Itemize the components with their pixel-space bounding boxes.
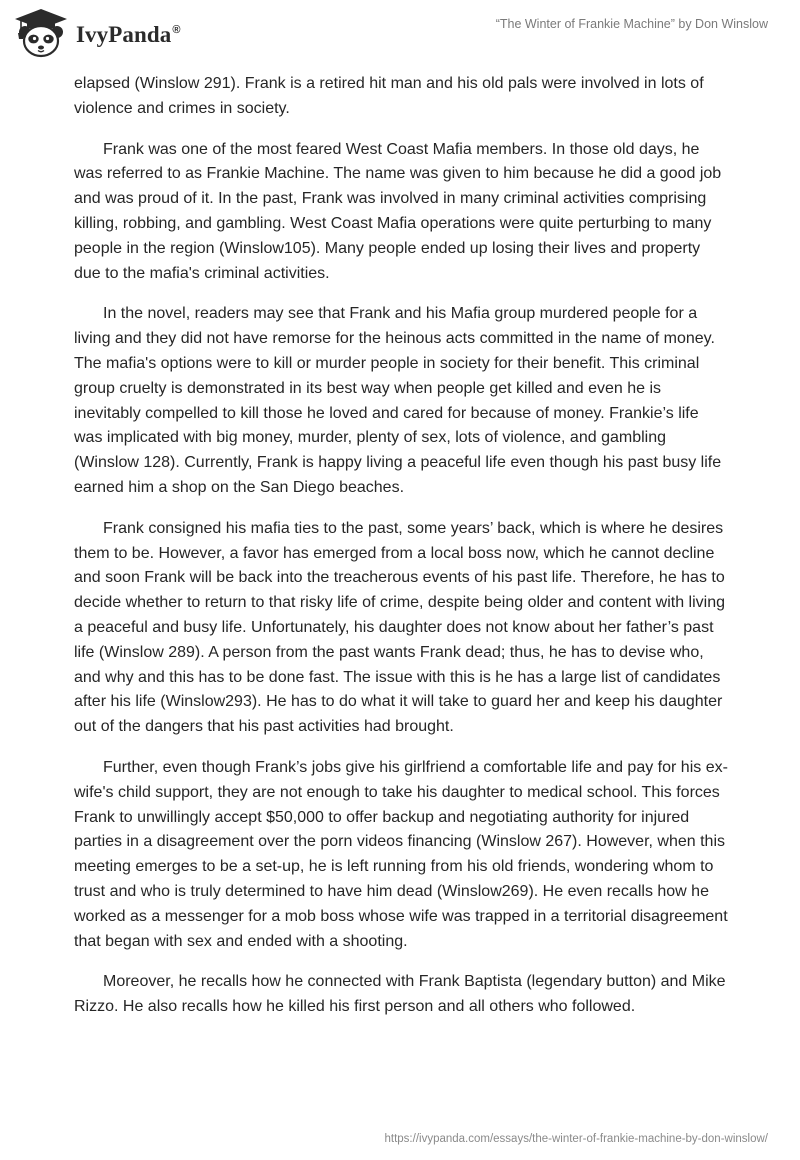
source-url[interactable]: https://ivypanda.com/essays/the-winter-of-frankie-machine-by-don-winslow/ bbox=[384, 1133, 768, 1145]
paragraph: Moreover, he recalls how he connected with Frank Baptista (legendary button) and Mike Rizzo. He also recalls how he killed his first person and all others who followed. bbox=[74, 973, 726, 1016]
paragraph: In the novel, readers may see that Frank and his Mafia group murdered people for a living and they did not have remorse for the heinous acts committed in the name of money. The mafia's options were to kill or murder people in society for their benefit. This criminal group cruelty is demonstrated in its best way when people get killed and even he is inevitably compelled to kill those he loved and cared for because of money. Frankie’s life was implicated with big money, murder, plenty of sex, lots of violence, and gambling (Winslow 128). Currently, Frank is happy living a peaceful life even though his past busy life earned him a shop on the San Diego beaches. bbox=[74, 305, 722, 496]
page-header bbox=[0, 0, 800, 64]
paragraph: Frank was one of the most feared West Coast Mafia members. In those old days, he was referred to as Frankie Machine. The name was given to him because he did a good job and was proud of it. In the past, Frank was involved in many criminal activities comprising killing, robbing, and gambling. West Coast Mafia operations were quite perturbing to many people in the region (Winslow105). Many people ended up losing their lives and property due to the mafia's criminal activities. bbox=[74, 140, 722, 282]
paragraph: elapsed (Winslow 291). Frank is a retired hit man and his old pals were involved in lots of violence and crimes in society. bbox=[74, 75, 704, 117]
brand-name: IvyPanda® bbox=[76, 22, 181, 47]
paragraph: Frank consigned his mafia ties to the past, some years’ back, which is where he desires them to be. However, a favor has emerged from a local boss now, which he cannot decline and soon Frank will be back into the treacherous events of his past life. Therefore, he has to decide whether to return to that risky life of crime, despite being older and content with living a peaceful and busy life. Unfortunately, his daughter does not know about her father’s past life (Winslow 289). A person from the past wants Frank dead; thus, he has to devise who, and why and this has to be done fast. The issue with this is he has a large list of candidates after his life (Winslow293). He has to do what it will take to guard her and keep his daughter out of the dangers that his past activities had brought. bbox=[74, 519, 726, 736]
paragraph: Further, even though Frank’s jobs give his girlfriend a comfortable life and pay for his ex-wife's child support, they are not enough to take his daughter to medical school. This forces Frank to unwillingly accept $50,000 to offer backup and negotiating authority for injured parties in a disagreement over the porn videos financing (Winslow 267). However, when this meeting emerges to be a set-up, he is left running from his old friends, wondering whom to trust and who is truly determined to have him dead (Winslow269). He even recalls how he worked as a messenger for a mob boss whose wife was trapped in a territorial disagreement that began with sex and ended with a shooting. bbox=[74, 758, 728, 950]
essay-body bbox=[74, 72, 728, 1036]
panda-graduate-icon bbox=[12, 8, 70, 58]
ivypanda-logo[interactable] bbox=[12, 8, 181, 58]
document-title: “The Winter of Frankie Machine” by Don Winslow bbox=[495, 17, 768, 31]
